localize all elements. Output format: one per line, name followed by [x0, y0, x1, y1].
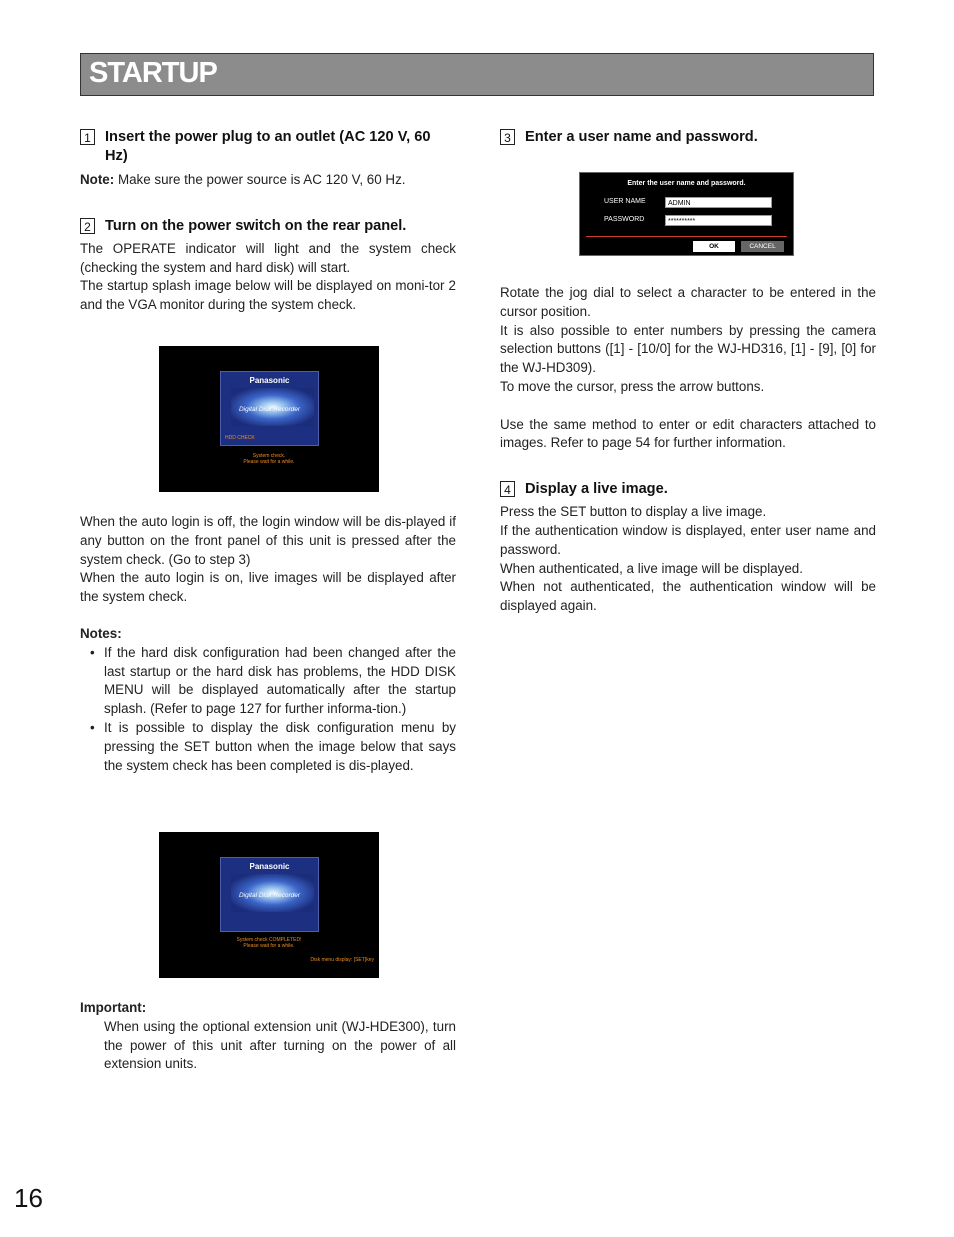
password-field: **********: [665, 215, 772, 226]
notes-list: [80, 644, 456, 776]
paragraph: Press the SET button to display a live image.: [500, 504, 767, 520]
cancel-button: CANCEL: [741, 241, 784, 252]
right-column: [500, 128, 876, 147]
splash-logo-panel: Panasonic Digital Disk Recorder HDD CHECK: [220, 371, 319, 446]
paragraph: If the authentication window is displayed, enter user name and password.: [500, 522, 876, 557]
paragraph: When not authenticated, the authentication window will be displayed again.: [500, 579, 876, 614]
paragraph: It is also possible to enter numbers by pressing the camera selection buttons ([1] - [10/0] for the WJ-HD316, [1] - [9], [0] for the WJ-HD309).: [500, 322, 876, 376]
right-column-lower: [500, 284, 876, 616]
step-2-paragraph: The startup splash image below will be displayed on moni-tor 2 and the VGA monitor during the system check.: [80, 278, 456, 313]
paragraph: Use the same method to enter or edit characters attached to images. Refer to page 54 for further information.: [500, 416, 876, 451]
login-paragraph: When the auto login is on, live images will be displayed after the system check.: [80, 570, 456, 605]
step-2-heading: 2 Turn on the power switch on the rear panel.: [80, 217, 456, 236]
splash-screen-image: Panasonic Digital Disk Recorder HDD CHECK System check. Please wait for a while.: [159, 346, 379, 492]
important-section: [80, 999, 456, 1074]
section-header: [80, 53, 874, 96]
notes-label: Notes:: [80, 625, 122, 641]
step-number: 1: [80, 129, 95, 145]
step-number: 4: [500, 481, 515, 497]
login-paragraph: When the auto login is off, the login window will be dis-played if any button on the front panel of this unit is pressed after the system check. (Go to step 3): [80, 514, 456, 567]
paragraph: To move the cursor, press the arrow buttons.: [500, 378, 765, 394]
left-column-lower: [80, 513, 456, 775]
step-2-paragraph: The OPERATE indicator will light and the system check (checking the system and hard disk) will start.: [80, 240, 456, 275]
step-number: 2: [80, 218, 95, 234]
paragraph: When authenticated, a live image will be displayed.: [500, 560, 803, 576]
step-3-heading: 3 Enter a user name and password.: [500, 128, 876, 147]
important-text: When using the optional extension unit (WJ-HDE300), turn the power of this unit after turning on the power of all extension units.: [104, 1018, 456, 1072]
splash-logo-panel: Panasonic Digital Disk Recorder: [220, 857, 319, 932]
step-1-heading: 1 Insert the power plug to an outlet (AC 120 V, 60 Hz): [80, 128, 456, 166]
page-number: 16: [14, 1183, 43, 1213]
ok-button: OK: [693, 241, 735, 252]
list-item: • If the hard disk configuration had been changed after the last startup or the hard disk has problems, the HDD DISK MENU will be displayed automatically after the startup splash. (Refer to page 127 for further informa-tion.): [104, 644, 456, 719]
important-label: Important:: [80, 1000, 147, 1015]
step-4-heading: 4 Display a live image.: [500, 480, 876, 499]
list-item: • It is possible to display the disk configuration menu by pressing the SET button when the image below that says the system check has been completed is dis-played.: [104, 719, 456, 775]
step-number: 3: [500, 129, 515, 145]
page-title: STARTUP: [89, 57, 217, 89]
user-name-field: ADMIN: [665, 197, 772, 208]
divider: [586, 236, 787, 237]
splash-completed-image: Panasonic Digital Disk Recorder System check COMPLETED! Please wait for a while. Disk menu display: [SET]key: [159, 832, 379, 978]
paragraph: Rotate the jog dial to select a character to be entered in the cursor position.: [500, 285, 876, 319]
login-window-image: Enter the user name and password. USER NAME ADMIN PASSWORD ********** OK CANCEL: [579, 172, 794, 256]
left-column: [80, 128, 456, 315]
step-1-note: Note: Make sure the power source is AC 120 V, 60 Hz.: [80, 172, 406, 187]
